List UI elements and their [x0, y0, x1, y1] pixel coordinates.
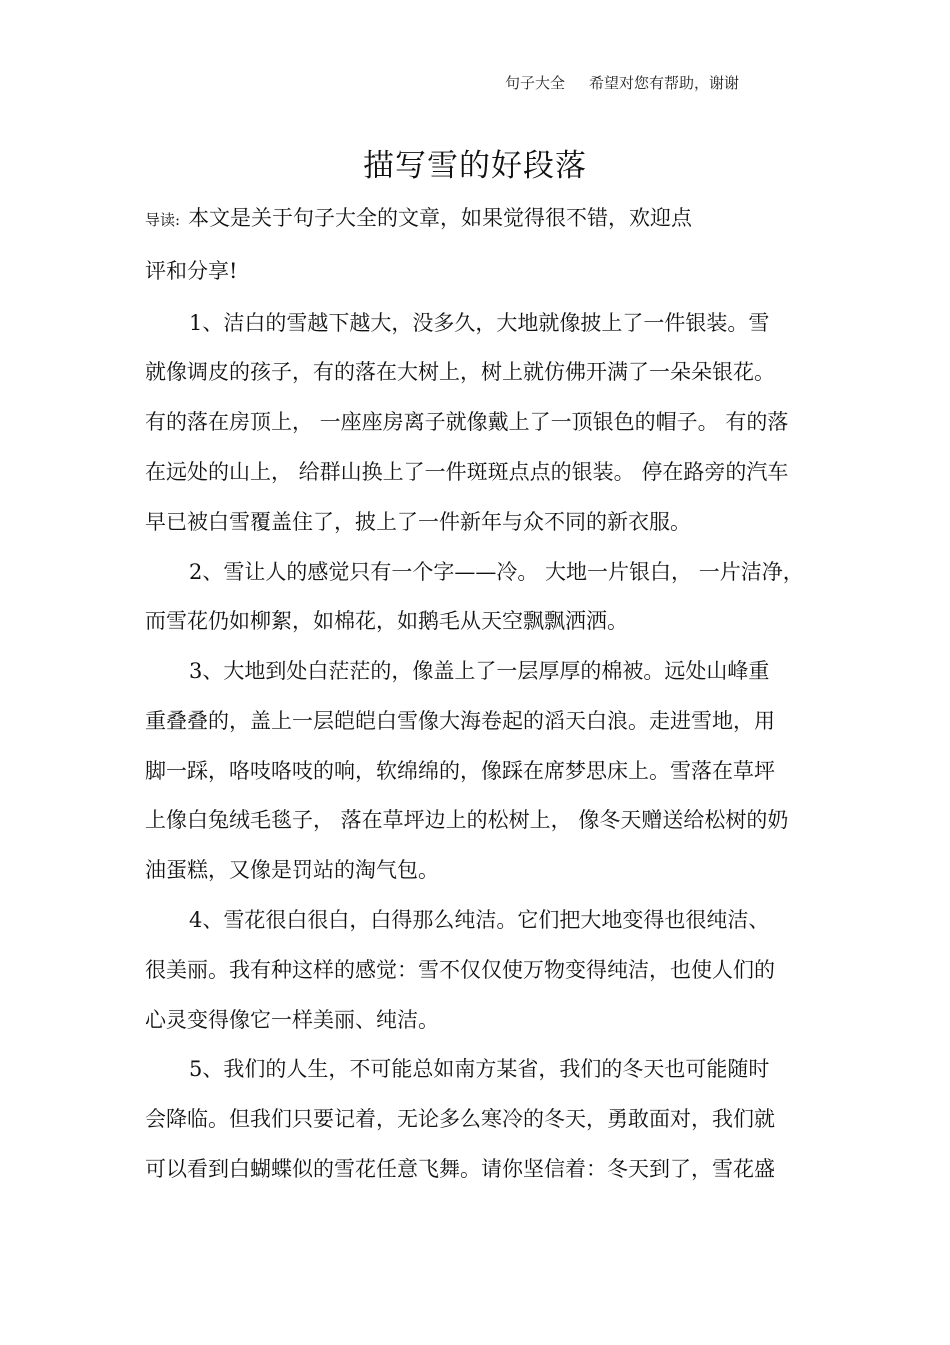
paragraph-1-line-4: 在远处的山上， 给群山换上了一件斑斑点点的银装。 停在路旁的汽车 [145, 460, 789, 484]
paragraph-1-line-2: 就像调皮的孩子，有的落在大树上，树上就仿佛开满了一朵朵银花。 [145, 360, 775, 384]
paragraph-5-line-1: 5、我们的人生，不可能总如南方某省，我们的冬天也可能随时 [189, 1057, 770, 1081]
paragraph-3-line-2: 重叠叠的，盖上一层皑皑白雪像大海卷起的滔天白浪。走进雪地，用 [145, 709, 775, 733]
page-header [505, 72, 739, 93]
paragraph-3-line-3: 脚一踩，咯吱咯吱的响，软绵绵的，像踩在席梦思床上。雪落在草坪 [145, 759, 775, 783]
paragraph-3-line-5: 油蛋糕，又像是罚站的淘气包。 [145, 858, 439, 882]
paragraph-5-line-3: 可以看到白蝴蝶似的雪花任意飞舞。请你坚信着：冬天到了，雪花盛 [145, 1157, 775, 1181]
paragraph-4-line-3: 心灵变得像它一样美丽、纯洁。 [145, 1008, 439, 1032]
paragraph-4-line-2: 很美丽。我有种这样的感觉：雪不仅仅使万物变得纯洁，也使人们的 [145, 958, 775, 982]
paragraph-4-line-1: 4、雪花很白很白，白得那么纯洁。它们把大地变得也很纯洁、 [189, 908, 770, 932]
paragraph-3-line-4: 上像白兔绒毛毯子， 落在草坪边上的松树上， 像冬天赠送给松树的奶 [145, 808, 789, 832]
page-title: 描写雪的好段落 [363, 148, 587, 184]
paragraph-3-line-1: 3、大地到处白茫茫的，像盖上了一层厚厚的棉被。远处山峰重 [189, 659, 770, 683]
paragraph-2-line-2: 而雪花仍如柳絮，如棉花，如鹅毛从天空飘飘洒洒。 [145, 609, 628, 633]
paragraph-1-line-1: 1、洁白的雪越下越大，没多久，大地就像披上了一件银装。雪 [189, 311, 770, 335]
paragraph-1-line-5: 早已被白雪覆盖住了，披上了一件新年与众不同的新衣服。 [145, 510, 691, 534]
intro-line-1: 导读: 本文是关于句子大全的文章，如果觉得很不错，欢迎点 [145, 206, 693, 230]
paragraph-1-line-3: 有的落在房顶上， 一座座房离子就像戴上了一顶银色的帽子。 有的落 [145, 410, 789, 434]
intro-lead: 导读: [145, 211, 181, 229]
paragraph-5-line-2: 会降临。但我们只要记着，无论多么寒冷的冬天，勇敢面对，我们就 [145, 1107, 775, 1131]
header-right: 希望对您有帮助，谢谢 [589, 74, 740, 92]
paragraph-2-line-1: 2、雪让人的感觉只有一个字——冷。 大地一片银白， 一片洁净， [189, 560, 804, 584]
header-left: 句子大全 [505, 74, 566, 92]
intro-line-2: 评和分享! [145, 259, 238, 283]
